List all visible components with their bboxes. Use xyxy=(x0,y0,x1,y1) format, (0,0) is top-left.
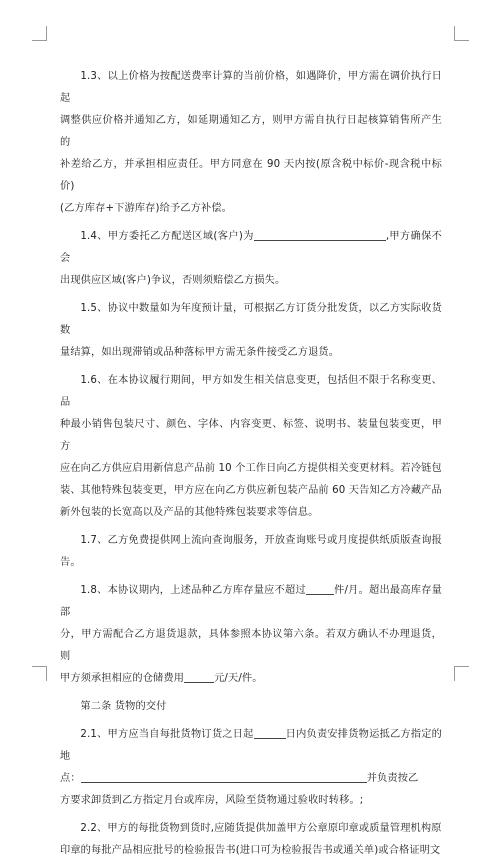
clause-2-1-line-3: 方要求卸货到乙方指定月台或库房，风险至货物通过验收时转移。; xyxy=(60,795,364,806)
storage-fee-blank xyxy=(184,670,214,683)
clause-1-4-text-b: ,甲方确保不会 xyxy=(60,231,443,264)
clause-1-6-line-2: 种最小销售包装尺寸、颜色、字体、内容变更、标签、说明书、装量包装变更，甲方 xyxy=(60,419,442,452)
page-corner-mark-bottom-right xyxy=(454,666,469,681)
clause-1-8-text-d: 元/天/件。 xyxy=(214,673,263,684)
max-inventory-blank xyxy=(306,582,334,595)
clause-1-8 xyxy=(60,580,442,690)
clause-2-1-text-c: 点： xyxy=(60,773,81,784)
clause-1-3-line-3: 补差给乙方，并承担相应责任。甲方同意在 90 天内按(原含税中标价-现含税中标价) xyxy=(60,159,442,192)
clause-1-6 xyxy=(60,370,442,524)
clause-1-5 xyxy=(60,298,442,364)
page-corner-mark-top-right xyxy=(454,26,469,41)
clause-1-6-line-1: 1.6、在本协议履行期间，甲方如发生相关信息变更，包括但不限于名称变更、品 xyxy=(60,375,442,408)
clause-1-6-line-4: 装、其他特殊包装变更，甲方应在向乙方供应新包装产品前 60 天告知乙方冷藏产品 xyxy=(60,485,442,496)
clause-1-6-line-3: 应在向乙方供应启用新信息产品前 10 个工作日向乙方提供相关变更材料。若冷链包 xyxy=(60,463,442,474)
section-2-heading xyxy=(60,696,442,718)
delivery-region-blank xyxy=(254,228,386,241)
clause-1-8-text-b: 件/月。超出最高库存量部 xyxy=(60,585,442,618)
clause-2-1 xyxy=(60,724,442,812)
page-corner-mark-top-left xyxy=(32,26,47,41)
clause-1-8-line-1 xyxy=(60,580,442,624)
clause-1-8-text-a: 1.8、本协议期内，上述品种乙方库存量应不超过 xyxy=(80,585,306,596)
clause-1-4-line-1 xyxy=(60,226,442,270)
clause-1-3-line-4: (乙方库存+下游库存)给予乙方补偿。 xyxy=(60,203,232,214)
clause-2-2-line-1: 2.2、甲方的每批货物到货时,应随货提供加盖甲方公章原印章或质量管理机构原 xyxy=(80,823,442,834)
clause-2-2-line-2: 印章的每批产品相应批号的检验报告书(进口可为检验报告书或通关单)或合格证明文 xyxy=(60,845,441,856)
clause-1-5-line-2: 量结算，如出现滞销或品种落标甲方需无条件接受乙方退货。 xyxy=(60,347,340,358)
clause-2-1-text-a: 2.1、甲方应当自每批货物订货之日起 xyxy=(80,729,254,740)
clause-2-1-line-2 xyxy=(60,768,442,790)
clause-1-8-text-c: 甲方须承担相应的仓储费用 xyxy=(60,673,185,684)
clause-2-1-text-b: 日内负责安排货物运抵乙方指定的地 xyxy=(60,729,442,762)
clause-1-8-line-2: 分，甲方需配合乙方退货退款，具体参照本协议第六条。若双方确认不办理退货，则 xyxy=(60,629,442,662)
clause-1-3-line-1: 1.3、以上价格为按配送费率计算的当前价格，如遇降价，甲方需在调价执行日起 xyxy=(60,71,442,104)
page-corner-mark-bottom-left xyxy=(32,666,47,681)
section-2-heading-text: 第二条 货物的交付 xyxy=(80,701,167,712)
delivery-place-blank xyxy=(81,770,367,783)
clause-1-4 xyxy=(60,226,442,292)
clause-1-6-line-5: 新外包装的长宽高以及产品的其他特殊包装要求等信息。 xyxy=(60,507,319,518)
document-body xyxy=(60,66,442,868)
clause-1-7-line-1: 1.7、乙方免费提供网上流向查询服务，开放查询账号或月度提供纸质版查询报告。 xyxy=(60,535,442,568)
clause-1-5-line-1: 1.5、协议中数量如为年度预计量，可根据乙方订货分批发货，以乙方实际收货数 xyxy=(60,303,442,336)
clause-1-4-line-2: 出现供应区域(客户)争议，否则须赔偿乙方损失。 xyxy=(60,275,286,286)
clause-1-8-line-3 xyxy=(60,668,442,690)
clause-1-7 xyxy=(60,530,442,574)
delivery-days-blank xyxy=(254,726,286,739)
clause-1-4-text-a: 1.4、甲方委托乙方配送区域(客户)为 xyxy=(80,231,254,242)
clause-1-3-line-2: 调整供应价格并通知乙方，如延期通知乙方，则甲方需自执行日起核算销售所产生的 xyxy=(60,115,442,148)
clause-1-3 xyxy=(60,66,442,220)
clause-2-2 xyxy=(60,818,442,862)
clause-2-1-line-1 xyxy=(60,724,442,768)
clause-2-1-text-d: 并负责按乙 xyxy=(366,773,419,784)
